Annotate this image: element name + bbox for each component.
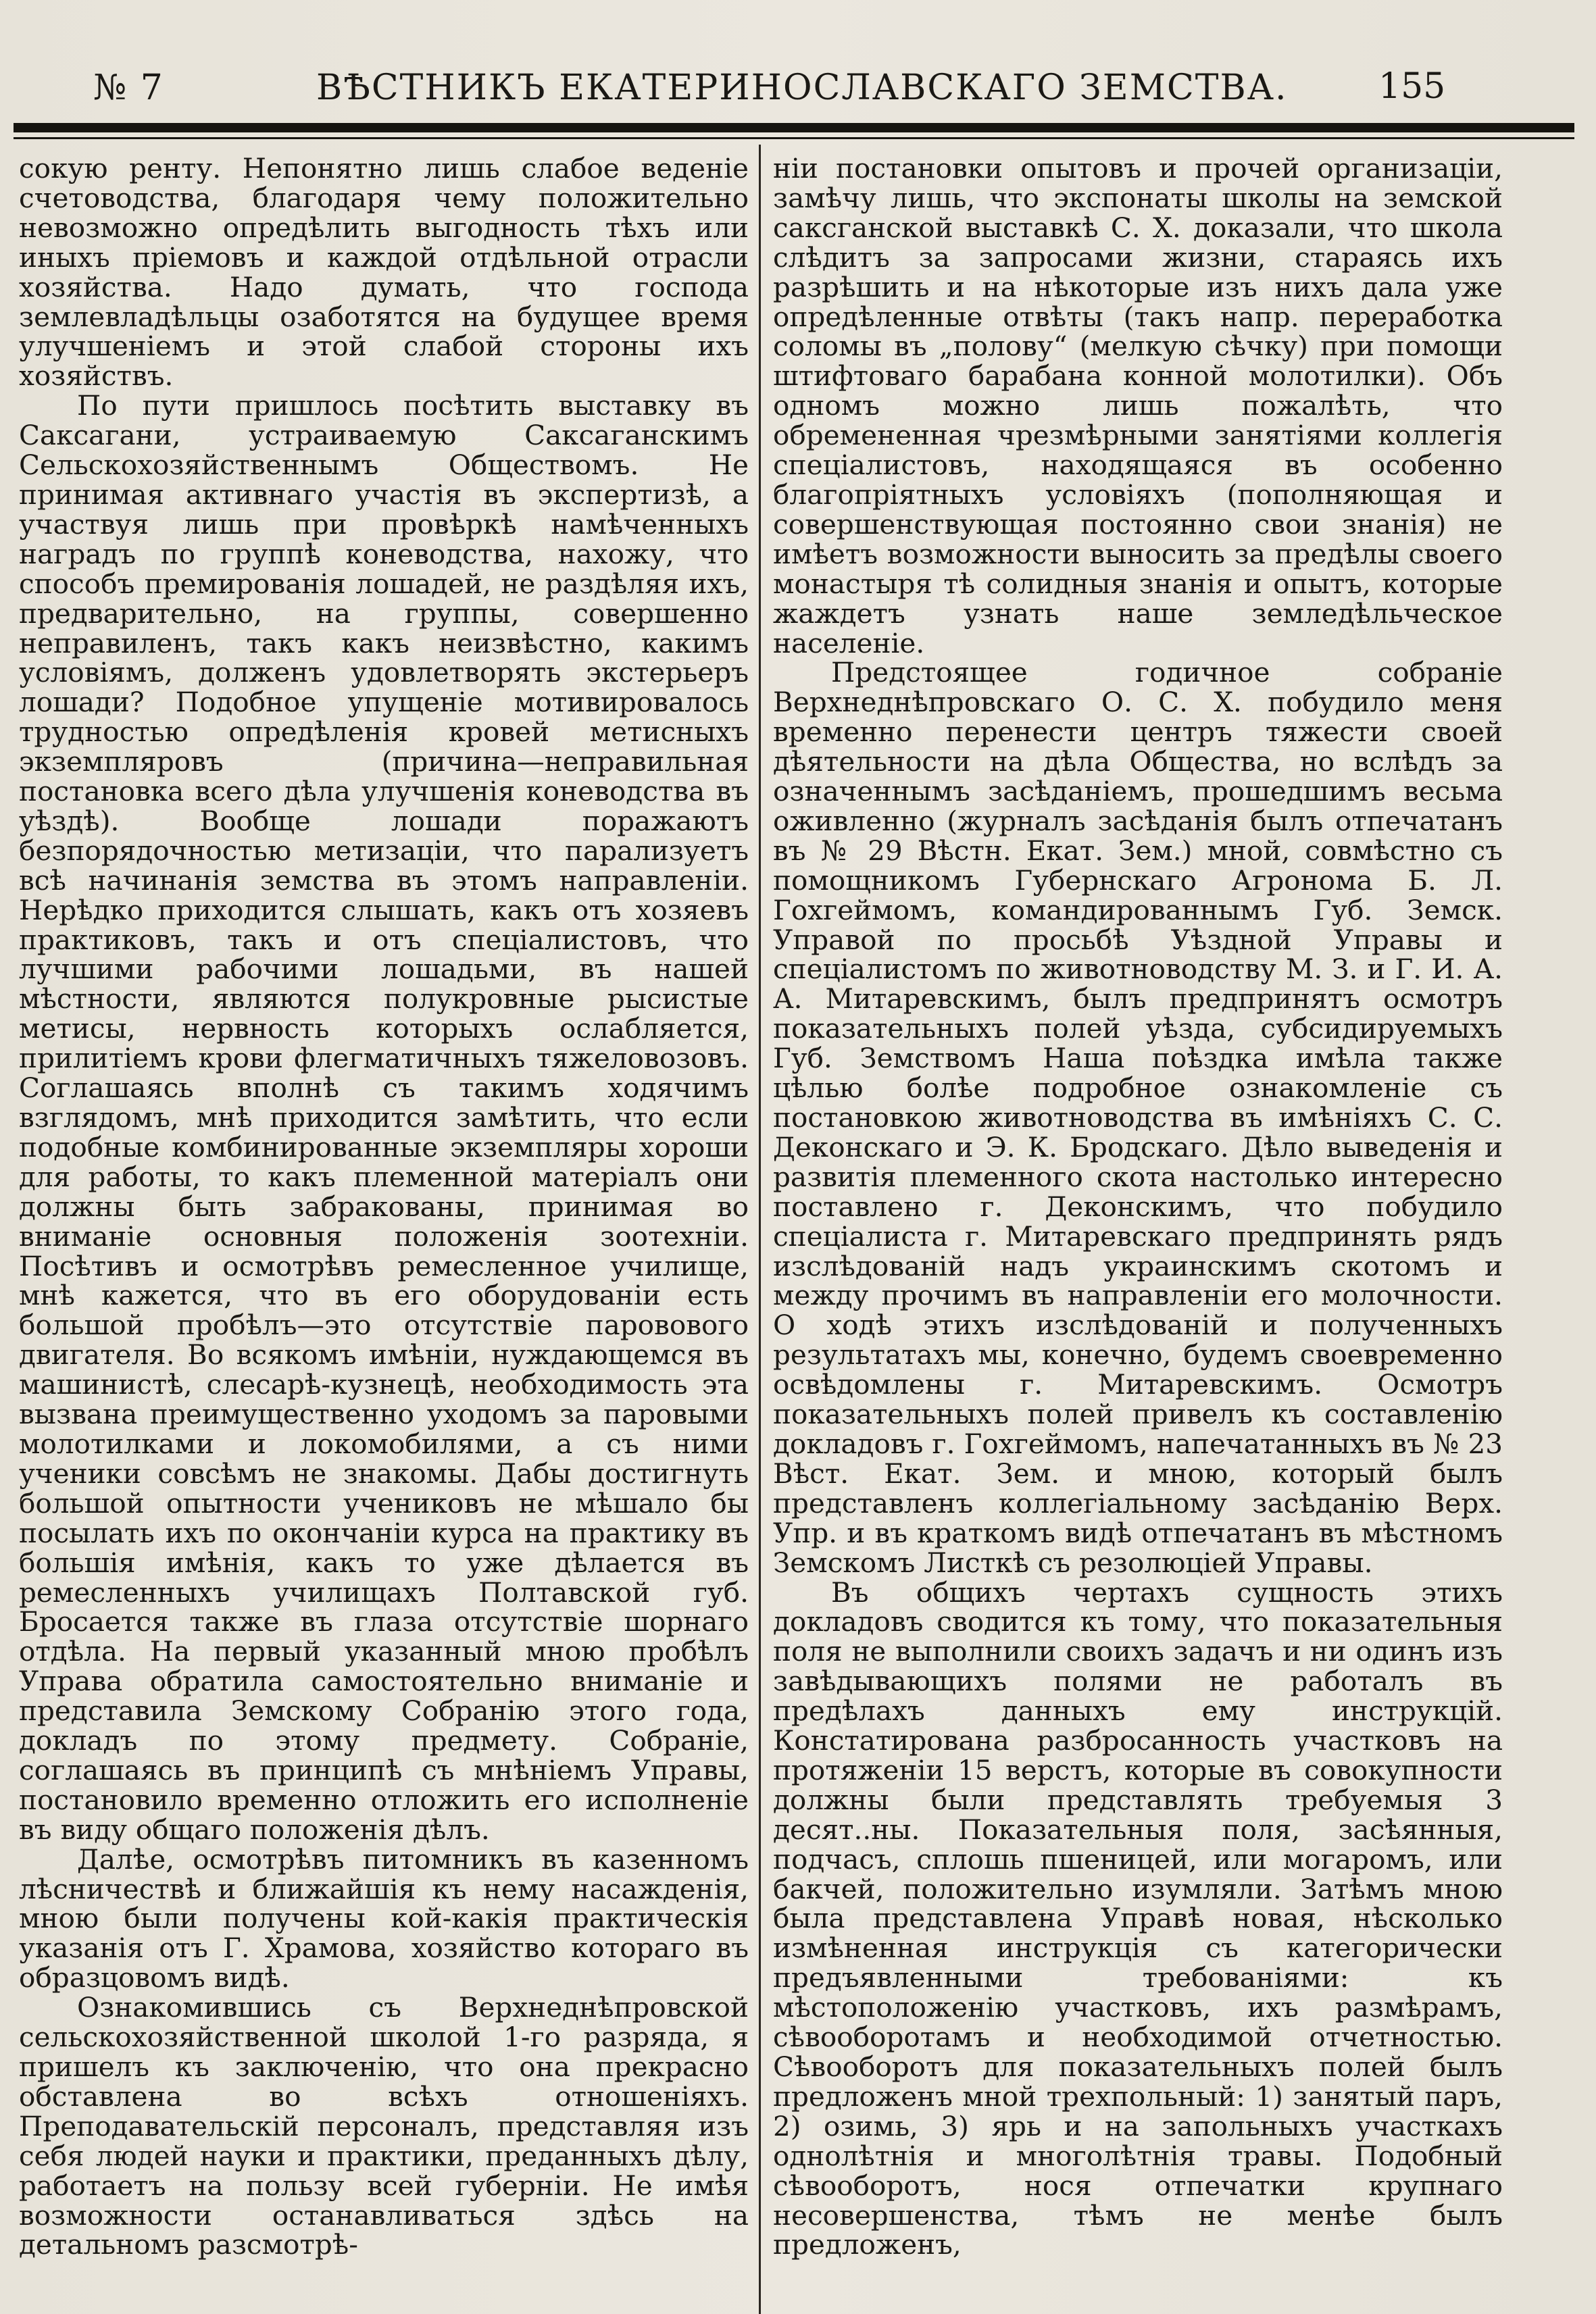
right-column <box>773 154 1503 2260</box>
paragraph: Далѣе, осмотрѣвъ питомникъ въ казенномъ лѣсничествѣ и ближайшія къ нему насажденія, мною были получены кой-какія практическія указанія отъ Г. Храмова, хозяйство котораго въ образцовомъ видѣ. <box>19 1842 749 1994</box>
paragraph: Предстоящее годичное собраніе Верхнеднѣпровскаго О. С. Х. побудило меня временно перенести центръ тяжести своей дѣятельности на дѣла Общества, но вслѣдъ за означеннымъ засѣданіемъ, прошедшимъ весьма оживленно (журналъ засѣданія былъ отпечатанъ въ № 29 Вѣстн. Екат. Зем.) мной, совмѣстно съ помощникомъ Губернскаго Агронома Б. Л. Гохгеймомъ, командированнымъ Губ. Земск. Управой по просьбѣ Уѣздной Управы и спеціалистомъ по животноводству М. З. и Г. И. А. А. Митаревскимъ, былъ предпринятъ осмотръ показательныхъ полей уѣзда, субсидируемыхъ Губ. Земствомъ Наша поѣздка имѣла также цѣлью болѣе подробное ознакомленіе съ постановкою животноводства въ имѣніяхъ С. С. Деконскаго и Э. К. Бродскаго. Дѣло выведенія и развитія племенного скота настолько интересно поставлено г. Деконскимъ, что побудило спеціалиста г. Митаревскаго предпринять рядъ изслѣдованій надъ украинскимъ скотомъ и между прочимъ въ направленіи его молочности. О ходѣ этихъ изслѣдованій и полученныхъ результатахъ мы, конечно, будемъ своевременно освѣдомлены г. Митаревскимъ. Осмотръ показательныхъ полей привелъ къ составленію докладовъ г. Гохгеймомъ, напечатанныхъ въ № 23 Вѣст. Екат. Зем. и мною, который былъ представленъ коллегіальному засѣданію Верх. Упр. и въ краткомъ видѣ отпечатанъ въ мѣстномъ Земскомъ Листкѣ съ резолюціей Управы. <box>773 656 1503 1579</box>
left-column <box>19 154 749 2260</box>
paragraph: Въ общихъ чертахъ сущность этихъ докладовъ сводится къ тому, что показательныя поля не выполнили своихъ задачъ и ни одинъ изъ завѣдывающихъ полями не работалъ въ предѣлахъ данныхъ ему инструкцій. Констатирована разбросанность участковъ на протяженіи 15 верстъ, которые въ совокупности должны были представлять требуемыя 3 десят..ны. Показательныя поля, засѣянныя, подчасъ, сплошь пшеницей, или могаромъ, или бакчей, положительно изумляли. Затѣмъ мною была представлена Управѣ новая, нѣсколько измѣненная инструкція съ категорически предъявленными требованіями: къ мѣстоположенію участковъ, ихъ размѣрамъ, сѣвооборотамъ и необходимой отчетностью. Сѣвооборотъ для показательныхъ полей былъ предложенъ мной трехпольный: 1) занятый паръ, 2) озимь, 3) ярь и на запольныхъ участкахъ однолѣтнія и многолѣтнія травы. Подобный сѣвооборотъ, нося отпечатки крупнаго несовершенства, тѣмъ не менѣе былъ предложенъ, <box>773 1576 1503 2261</box>
header-rule-thick <box>14 123 1574 132</box>
paragraph: Ознакомившись съ Верхнеднѣпровской сельскохозяйственной школой 1-го разряда, я пришелъ къ заключенію, что она прекрасно обставлена во всѣхъ отношеніяхъ. Преподавательскій персоналъ, представляя изъ себя людей науки и практики, преданныхъ дѣлу, работаетъ на пользу всей губерніи. Не имѣя возможности останавливаться здѣсь на детальномъ разсмотрѣ- <box>19 1991 749 2261</box>
header-rule-thin <box>14 137 1574 139</box>
journal-title: ВѢСТНИКЪ ЕКАТЕРИНОСЛАВСКАГО ЗЕМСТВА. <box>316 68 1288 108</box>
column-divider <box>759 145 761 2314</box>
page-number: 155 <box>1378 66 1446 107</box>
paragraph: По пути пришлось посѣтить выставку въ Саксагани, устраиваемую Саксаганскимъ Сельскохозяйственнымъ Обществомъ. Не принимая активнаго участія въ экспертизѣ, а участвуя лишь при провѣркѣ намѣченныхъ наградъ по группѣ коневодства, нахожу, что способъ премированія лошадей, не раздѣляя ихъ, предварительно, на группы, совершенно неправиленъ, такъ какъ неизвѣстно, какимъ условіямъ, долженъ удовлетворять экстерьеръ лошади? Подобное упущеніе мотивировалось трудностью опредѣленія кровей метисныхъ экземпляровъ (причина—неправильная постановка всего дѣла улучшенія коневодства въ уѣздѣ). Вообще лошади поражаютъ безпорядочностью метизаціи, что парализуетъ всѣ начинанія земства въ этомъ направленіи. Нерѣдко приходится слышать, какъ отъ хозяевъ практиковъ, такъ и отъ спеціалистовъ, что лучшими рабочими лошадьми, въ нашей мѣстности, являются полукровные рысистые метисы, нервность которыхъ ослабляется, прилитіемъ крови флегматичныхъ тяжеловозовъ. Соглашаясь вполнѣ съ такимъ ходячимъ взглядомъ, мнѣ приходится замѣтить, что если подобные комбинированные экземпляры хороши для работы, то какъ племенной матеріалъ они должны быть забракованы, принимая во вниманіе основныя положенія зоотехніи. Посѣтивъ и осмотрѣвъ ремесленное училище, мнѣ кажется, что въ его оборудованіи есть большой пробѣлъ—это отсутствіе паровового двигателя. Во всякомъ имѣніи, нуждающемся въ машинистѣ, слесарѣ-кузнецѣ, необходимость эта вызвана преимущественно уходомъ за паровыми молотилками и локомобилями, а съ ними ученики совсѣмъ не знакомы. Дабы достигнуть большой опытности учениковъ не мѣшало бы посылать ихъ по окончаніи курса на практику въ большія имѣнія, какъ то уже дѣлается въ ремесленныхъ училищахъ Полтавской губ. Бросается также въ глаза отсутствіе шорнаго отдѣла. На первый указанный мною пробѣлъ Управа обратила самостоятельно вниманіе и представила Земскому Собранію этого года, докладъ по этому предмету. Собраніе, соглашаясь въ принципѣ съ мнѣніемъ Управы, постановило временно отложить его исполненіе въ виду общаго положенія дѣлъ. <box>19 389 749 1846</box>
paragraph: сокую ренту. Непонятно лишь слабое веденіе счетоводства, благодаря чему положительно невозможно опредѣлить выгодность тѣхъ или иныхъ пріемовъ и каждой отдѣльной отрасли хозяйства. Надо думать, что господа землевладѣльцы озаботятся на будущее время улучшеніемъ и этой слабой стороны ихъ хозяйствъ. <box>19 152 749 393</box>
issue-number: № 7 <box>93 68 164 108</box>
paragraph: ніи постановки опытовъ и прочей организаціи, замѣчу лишь, что экспонаты школы на земской саксганской выставкѣ С. Х. доказали, что школа слѣдитъ за запросами жизни, стараясь ихъ разрѣшить и на нѣкоторые изъ нихъ дала уже опредѣленные отвѣты (такъ напр. переработка соломы въ „полову“ (мелкую сѣчку) при помощи штифтоваго барабана конной молотилки). Объ одномъ можно лишь пожалѣть, что обремененная чрезмѣрными занятіями коллегія спеціалистовъ, находящаяся въ особенно благопріятныхъ условіяхъ (пополняющая и совершенствующая постоянно свои знанія) не имѣетъ возможности выносить за предѣлы своего монастыря тѣ солидныя знанія и опытъ, которые жаждетъ узнать наше земледѣльческое населеніе. <box>773 152 1503 659</box>
page-header <box>0 41 1596 115</box>
